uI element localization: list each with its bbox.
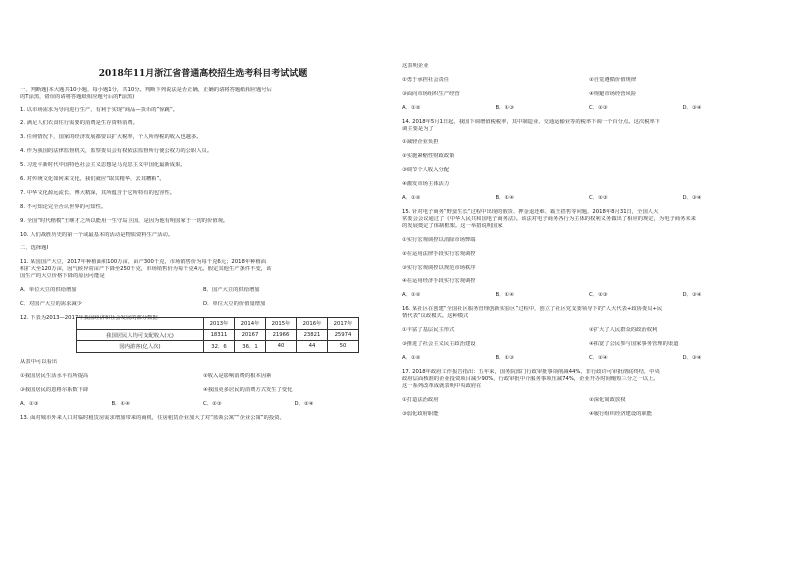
- section1-heading-cont: 的T涂黑，错误的请将答题纸相应题号后的F涂黑): [20, 94, 135, 100]
- q13-option-2: ②自觉遵循价值规律: [589, 76, 637, 83]
- q15-option-1: ①实行宏观调控以消除市场弊端: [402, 236, 476, 243]
- q16-stem: 16. 某社区在创建“全国社区服务管理创新实验区”过程中，创立了社区党支委领导下的“人大代表+政协委员+民: [402, 306, 663, 313]
- q12-note: 从表中可以看出: [20, 358, 58, 365]
- q11-option-a: A．单位大豆的供给增加: [20, 287, 77, 294]
- q14-answers: [402, 195, 776, 209]
- q17-stem-3: 这一系列改革成就表明中央政府在: [402, 382, 482, 389]
- table-row: [77, 329, 359, 341]
- q12-options-row2: [20, 387, 386, 401]
- q15-stem-3: 的发展奠定了体制框架。这一举措说明国家: [402, 222, 503, 229]
- q16-options-row1: [402, 327, 776, 341]
- table-row-label: 国内游客(亿人次): [77, 341, 204, 353]
- q16-option-4: ④拓宽了公民参与国家事务管理的渠道: [589, 341, 679, 348]
- judge-item-6: 6. 对传统文化如何来文化，我们就应“取其精华，去其糟粕”。: [20, 175, 165, 182]
- q13-option-1: ①勇于承担社会责任: [402, 76, 450, 83]
- q16-answer-b: B．①③: [495, 354, 514, 361]
- q14-answer-b: B．①④: [495, 195, 514, 202]
- q13-answer-b: B．①③: [495, 104, 514, 111]
- q16-option-3: ③推进了社会主义民主政治建设: [402, 341, 476, 348]
- judge-item-4: 4. 作为我国的法律监督机关，监察委员会有权依法监督所行使公权力的公职人员。: [20, 148, 213, 155]
- q11-options-row2: [20, 301, 386, 315]
- q13-option-3: ③面向市场组织生产经营: [402, 90, 460, 97]
- q13-stem: 13. 面对城市外来人口对临时租赁房需求增加带来的商机，住房租赁企业加大了对“蓝领公寓”“企业公寓”的投资。: [20, 414, 285, 421]
- table-cell: 23821: [297, 329, 328, 341]
- q13-options-row2: [402, 91, 776, 105]
- q14-answer-c: C．②③: [589, 195, 608, 202]
- q17-options-row2: [402, 411, 776, 425]
- right-column: [402, 63, 776, 424]
- q14-option-4: ④激发市场主体活力: [402, 181, 450, 188]
- table-row: [77, 341, 359, 353]
- q17-option-1: ①打造法治政府: [402, 396, 439, 403]
- table-year-header: 2015年: [266, 318, 297, 330]
- judge-item-9: 9. 全国“时代楷模”王继才之所以能用一生守岛卫国，是因为他有明国家于一切的价值观。: [20, 217, 229, 224]
- judge-item-5: 5. 习近平新时代中国特色社会主义思想是马克思主义中国化最新成果。: [20, 162, 186, 169]
- q16-answer-d: D．③④: [682, 354, 702, 361]
- q13-answer-d: D．③④: [682, 104, 702, 111]
- q15-answer-d: D．③④: [682, 292, 702, 299]
- q14-answer-a: A．①②: [402, 195, 421, 202]
- q17-option-2: ②深化简政放权: [589, 396, 626, 403]
- q15-answer-b: B．①④: [495, 292, 514, 299]
- judge-item-1: 1. 以市场需求为导向进行生产，有利于实现“商品—货币的”惊跳”。: [20, 106, 178, 113]
- q12-stem: 12. 下表为2013—2017年我国经济和社会发展的部分数据: [20, 314, 158, 321]
- q15-answer-a: A．①②: [402, 292, 421, 299]
- q12-option-4: ④我国更多居民的消费方式发生了变化: [203, 386, 293, 393]
- q11-options-row1: [20, 287, 386, 301]
- q16-option-2: ②扩大了人民群众的政治权利: [589, 327, 658, 334]
- q13-option-4: ④规避市场经营风险: [589, 90, 637, 97]
- exam-title: 2018年11月浙江省普通高校招生选考科目考试试题: [98, 69, 308, 79]
- table-year-header: 2016年: [297, 318, 328, 330]
- q17-stem-2: 政府层面核准的企业投资项目减少90%，行政审批中介服务事项压减74%，企业开办时间缩短三分之一以上。: [402, 375, 659, 382]
- q15-answer-c: C．②③: [589, 292, 608, 299]
- q12-answer-c: C．②③: [203, 400, 222, 407]
- q11-option-d: D．单位大豆的价值量增加: [203, 301, 266, 308]
- q16-answer-c: C．②④: [589, 354, 608, 361]
- table-year-header: 2017年: [328, 318, 359, 330]
- economic-data-table: [76, 317, 359, 353]
- judge-item-10: 10. 人们战胜历史的第一个或最基本的活动是物质资料生产活动。: [20, 231, 174, 238]
- q15-option-4: ④在运用经济手段实行宏观调控: [402, 278, 476, 285]
- section2-heading: 二、选择题Ⅰ: [20, 245, 49, 252]
- table-cell: 50: [328, 341, 359, 353]
- table-corner-cell: [77, 318, 204, 330]
- left-column: [20, 87, 386, 428]
- table-cell: 36．1: [235, 341, 266, 353]
- q14-option-3: ③调节个人收入分配: [402, 167, 450, 174]
- q17-option-4: ④履行组织经济建设的职能: [589, 410, 653, 417]
- table-cell: 40: [266, 341, 297, 353]
- q15-option-2: ②在运用法律手段实行宏观调控: [402, 250, 476, 257]
- judge-item-3: 3. 任何情况下，国家的经济发展都要以扩大税率，个人所得税的收入也越多。: [20, 134, 202, 141]
- q16-answer-a: A．①②: [402, 354, 421, 361]
- table-year-header: 2014年: [235, 318, 266, 330]
- q16-answers: [402, 355, 776, 369]
- judge-item-2: 2. 满足人们衣食住行需要的消费是生存资料消费。: [20, 120, 138, 127]
- judge-item-8: 8. 不可知论完全否认世界的可知性。: [20, 203, 107, 210]
- table-cell: 32．6: [204, 341, 235, 353]
- q15-stem-2: 常委会会议通过了《中华人民共和国电子商务法》。该法对电子商务各行为主体的权利义务做出了相应的规定，为电子商务未来: [402, 215, 696, 222]
- q13-answer-c: C．②③: [589, 104, 608, 111]
- q13-options-row1: [402, 77, 776, 91]
- table-header-row: [77, 318, 359, 330]
- q14-stem-2: 调主要是为了: [402, 125, 434, 132]
- q11-option-c: C．对国产大豆的需求减少: [20, 301, 82, 308]
- q12-answer-b: B．①④: [111, 400, 130, 407]
- q12-options-row1: [20, 373, 386, 387]
- judge-item-7: 7. 中华文化源远流长，博大精深，其所蕴含于它所特有的包容性。: [20, 189, 176, 196]
- q11-stem-2: 积扩大至120万亩，因气候异常亩产下降至250千克，市场销售价为每千克4元。假定其他生产条件不变，该: [20, 266, 272, 273]
- q11-stem-3: 国生产的大豆价格下降的原因可能是: [20, 273, 105, 280]
- q12-option-1: ①我国居民生活水平有所提高: [20, 372, 89, 379]
- q17-stem: 17. 2018年政府工作报告指出：五年来，国务院部门行政审批事项削减44%，非行政许可审批彻底终结，中央: [402, 368, 660, 375]
- q13-answer-a: A．①②: [402, 104, 421, 111]
- q14-stem: 14. 2018年5月1日起，我国下调增值税税率，其中制造业、交通运输业等的税率下调一个百分点。这次税率下: [402, 118, 661, 125]
- q17-option-3: ③弱化政府职能: [402, 410, 439, 417]
- table-cell: 18311: [204, 329, 235, 341]
- table-year-header: 2013年: [204, 318, 235, 330]
- q13-answers: [402, 105, 776, 119]
- q12-option-3: ③我国居民的恩格尔系数下降: [20, 386, 89, 393]
- q14-answer-d: D．③④: [682, 195, 702, 202]
- q16-stem-2: 情代表”议政模式。这种模式: [402, 313, 469, 320]
- q14-option-1: ①减轻企业负担: [402, 139, 439, 146]
- q13-stem-end: 这表明企业: [402, 63, 429, 69]
- table-cell: 21966: [266, 329, 297, 341]
- q12-option-2: ②收入是影响消费的根本因素: [203, 372, 272, 379]
- q11-stem: 11. 某国国产大豆，2017年种植面积100万亩，亩产300千克，市场销售价为每千克6元；2018年种植面: [20, 259, 267, 266]
- q11-option-b: B．国产大豆的供给增加: [203, 287, 260, 294]
- q16-options-row2: [402, 341, 776, 355]
- table-cell: 25974: [328, 329, 359, 341]
- q15-answers: [402, 292, 776, 306]
- section1-heading: 一、判断题(本大题共10小题，每小题1分，共10分。判断下列说法是否正确，正确的请将答题纸相应题号后: [20, 87, 272, 93]
- table-cell: 20167: [235, 329, 266, 341]
- q14-option-2: ②实施紧缩性财政政策: [402, 153, 455, 160]
- table-row-label: 我国居民人均可支配收入(元): [77, 329, 204, 341]
- q15-option-3: ③实行宏观调控以规范市场秩序: [402, 264, 476, 271]
- q12-answer-a: A．①③: [20, 400, 39, 407]
- table-cell: 44: [297, 341, 328, 353]
- q15-stem: 15. 针对电子商务“野蛮生长”过程中出现的假货、押金退还难、霸王搭售等问题，2018年8月31日，全国人大: [402, 208, 659, 215]
- q12-answer-d: D．②④: [294, 400, 314, 407]
- q17-options-row1: [402, 397, 776, 411]
- q16-option-1: ①丰富了基层民主形式: [402, 327, 455, 334]
- q12-answers: [20, 401, 386, 415]
